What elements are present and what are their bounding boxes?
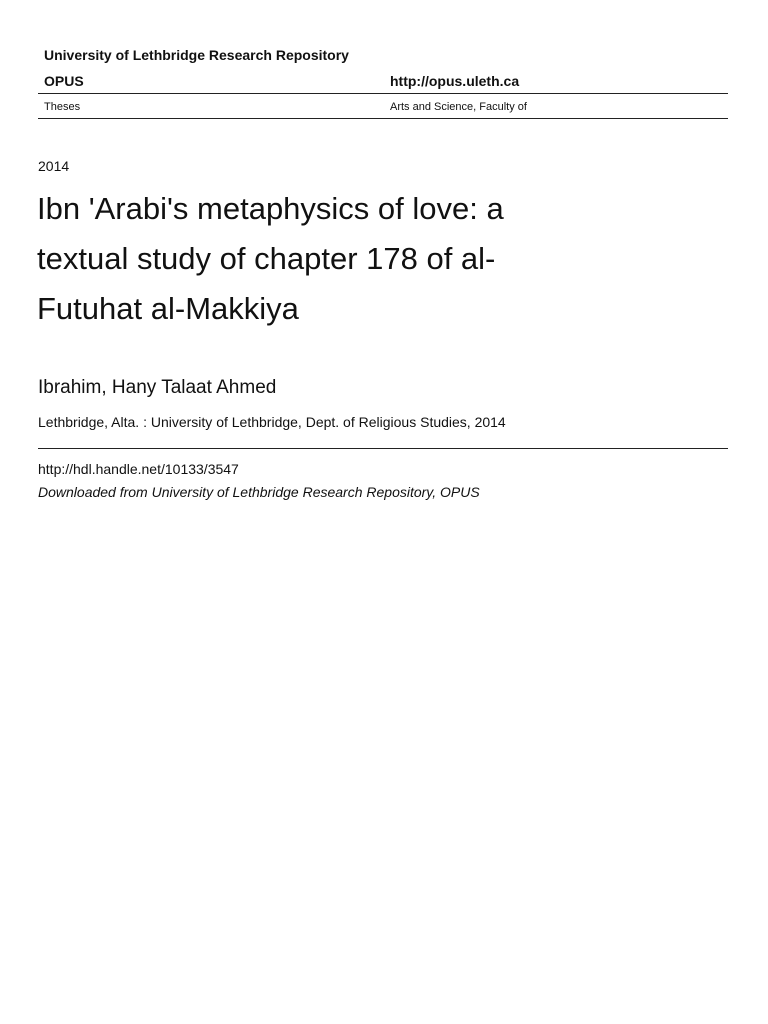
handle-url-link[interactable]: http://hdl.handle.net/10133/3547 — [38, 461, 239, 477]
publication-year: 2014 — [38, 158, 70, 174]
collection-info-row — [38, 100, 728, 120]
collection-label: Theses — [44, 101, 81, 113]
download-note: Downloaded from University of Lethbridge Research Repository, OPUS — [38, 484, 480, 500]
repository-info-row — [38, 72, 728, 94]
faculty-label: Arts and Science, Faculty of — [390, 101, 527, 113]
document-title: Ibn 'Arabi's metaphysics of love: a textual study of chapter 178 of al-Futuhat al-Makkiya — [37, 191, 504, 326]
footer-divider — [38, 448, 728, 449]
repository-short-name: OPUS — [44, 73, 84, 89]
header-divider-top — [38, 93, 728, 94]
header-divider-bottom — [38, 118, 728, 119]
author-name: Ibrahim, Hany Talaat Ahmed — [38, 377, 277, 398]
repository-url-link[interactable]: http://opus.uleth.ca — [390, 73, 520, 89]
publisher-info: Lethbridge, Alta. : University of Lethbridge, Dept. of Religious Studies, 2014 — [38, 414, 506, 430]
repository-name: University of Lethbridge Research Repository — [44, 47, 349, 63]
